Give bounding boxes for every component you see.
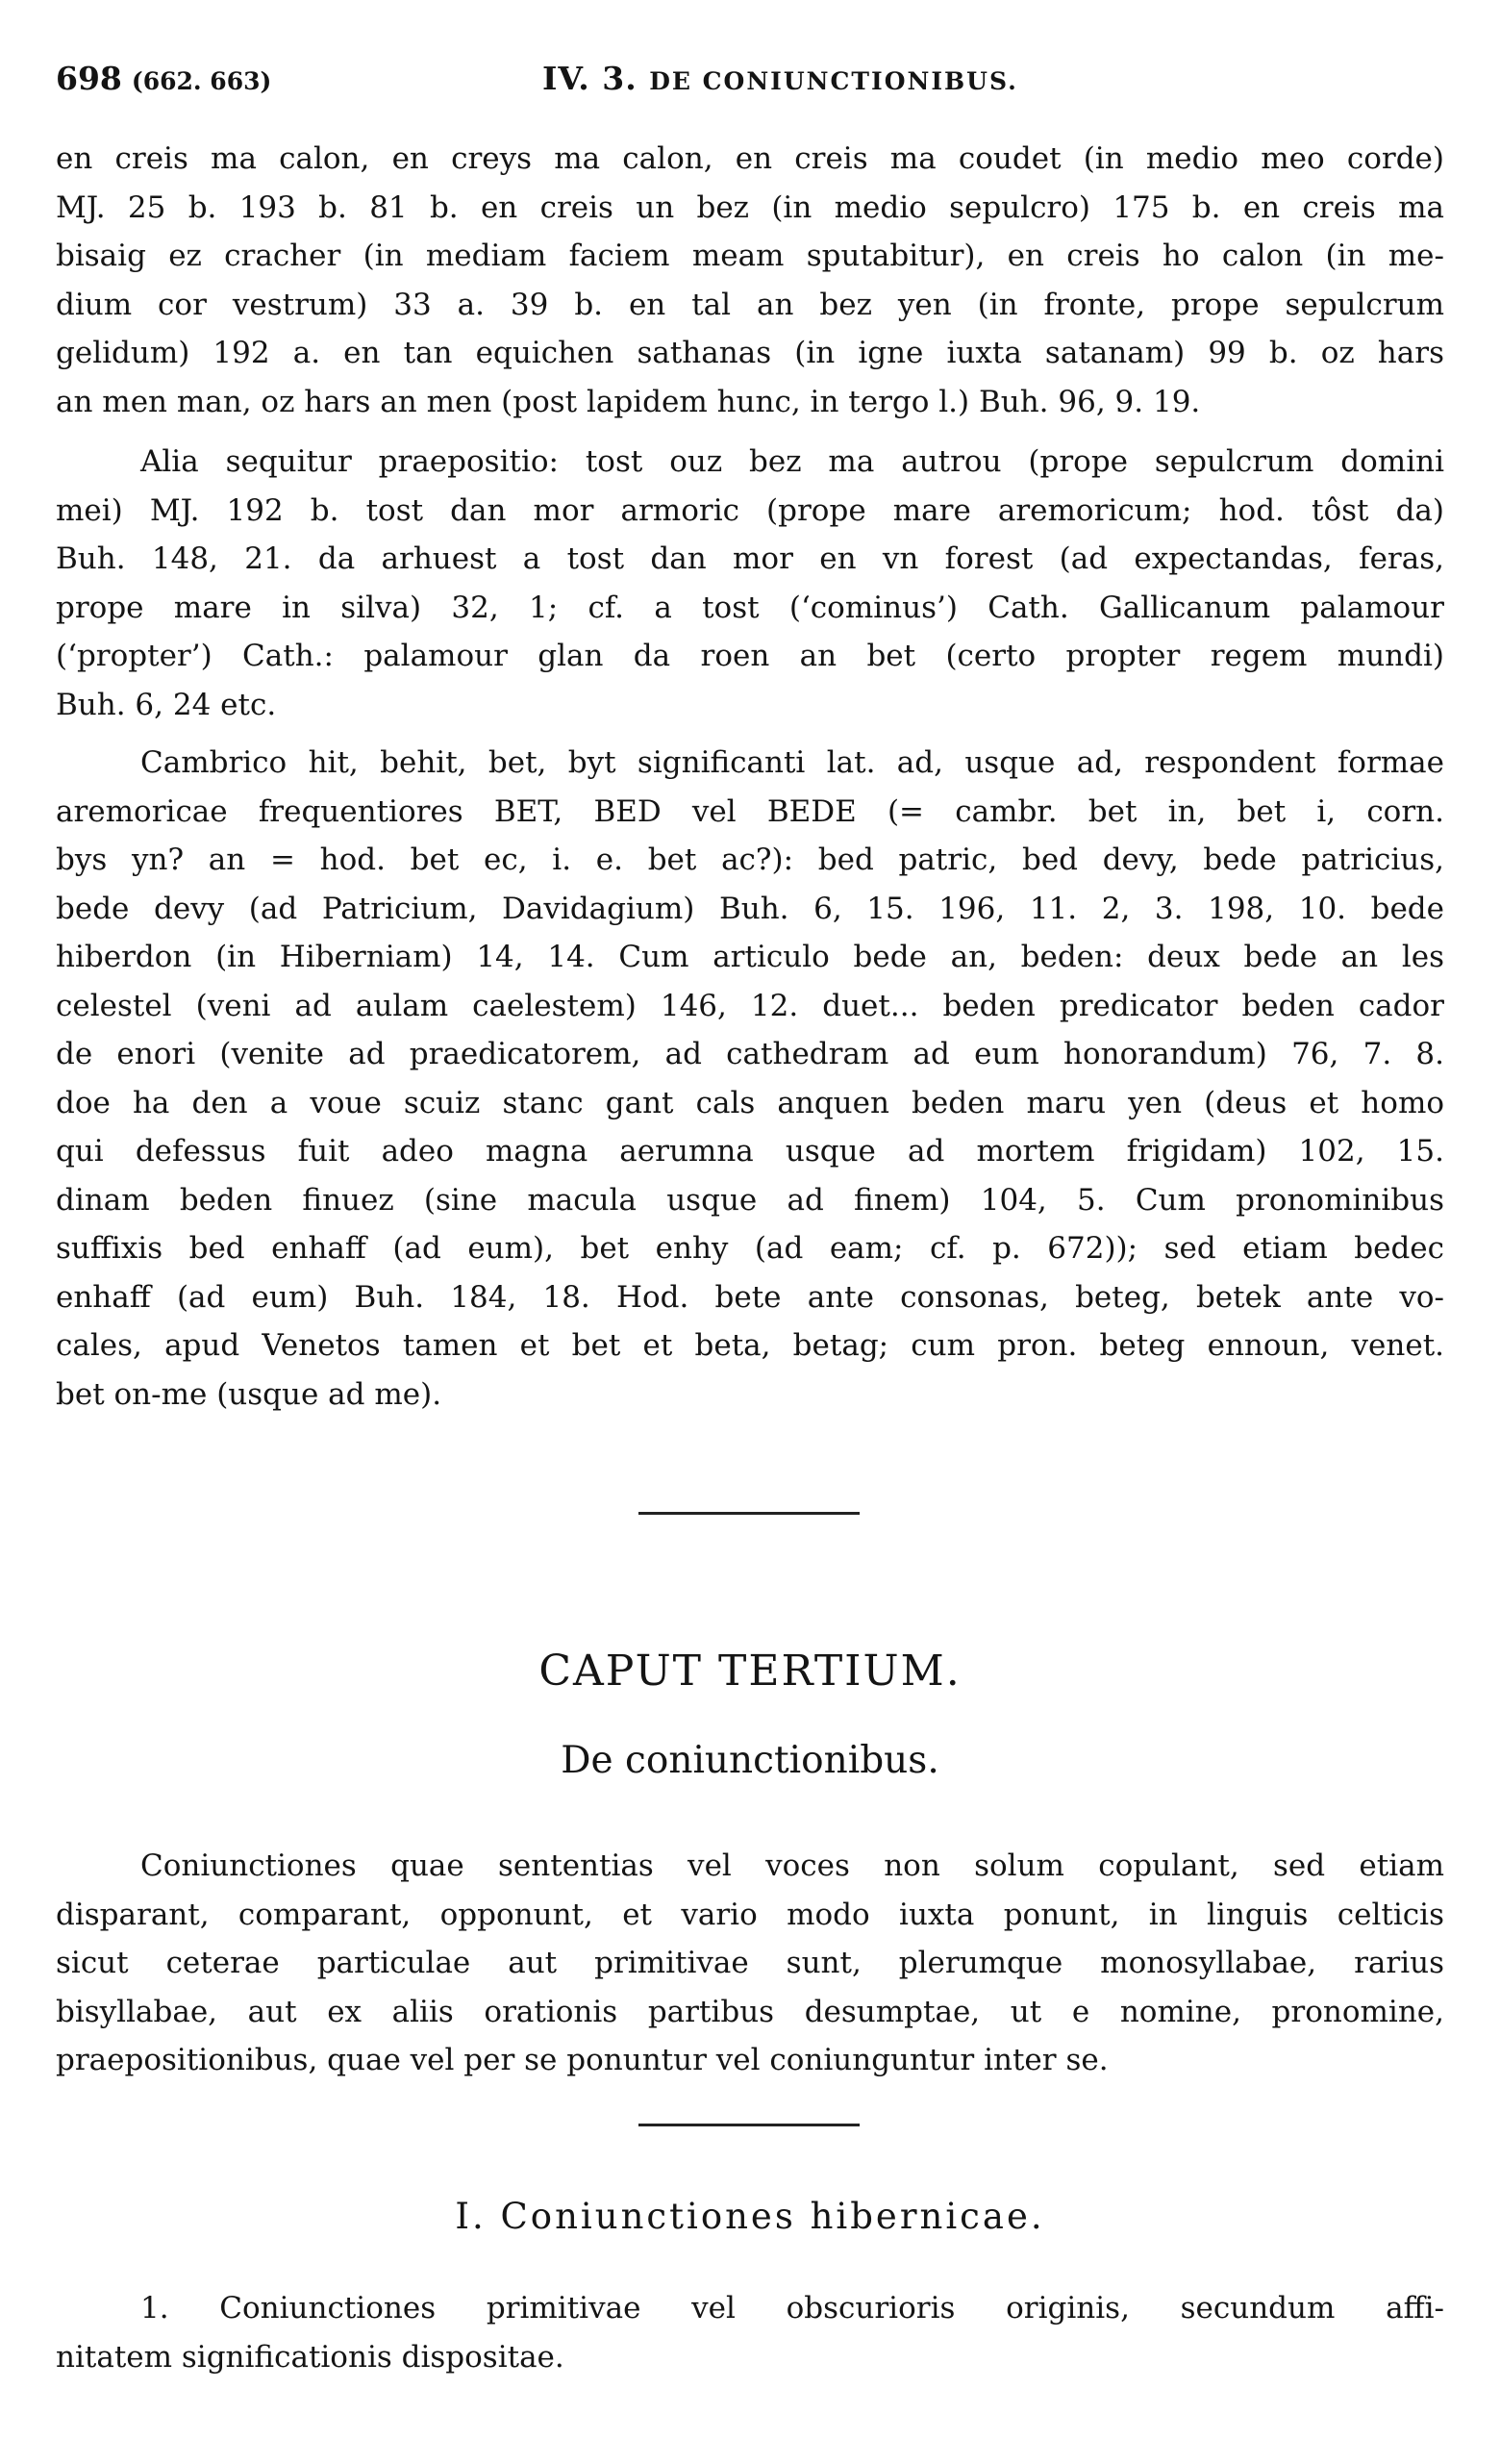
- text-line: qui defessus fuit adeo magna aerumna usque ad mortem frigidam) 102, 15.: [56, 1134, 1444, 1169]
- section-divider: [638, 2124, 860, 2126]
- text-line: de enori (venite ad praedicatorem, ad cathedram ad eum honorandum) 76, 7. 8.: [56, 1037, 1444, 1071]
- text-line: bisaig ez cracher (in mediam faciem meam sputabitur), en creis ho calon (in me-: [56, 239, 1444, 273]
- text-line: an men man, oz hars an men (post lapidem hunc, in tergo l.) Buh. 96, 9. 19.: [56, 384, 1201, 419]
- chapter-title: CAPUT TERTIUM.: [538, 1647, 962, 1696]
- running-title: [542, 60, 1018, 97]
- text-line: Coniunctiones quae sententias vel voces non solum copulant, sed etiam: [140, 1848, 1444, 1883]
- text-line: Buh. 148, 21. da arhuest a tost dan mor en vn forest (ad expectandas, feras,: [56, 541, 1444, 576]
- text-line: prope mare in silva) 32, 1; cf. a tost (‘cominus’) Cath. Gallicanum palamour: [56, 590, 1444, 625]
- paragraph-bet: [56, 739, 1444, 1419]
- text-line: dium cor vestrum) 33 a. 39 b. en tal an bez yen (in fronte, prope sepulcrum: [56, 287, 1444, 322]
- text-line: doe ha den a voue scuiz stanc gant cals anquen beden maru yen (deus et homo: [56, 1085, 1444, 1120]
- text-line: 1. Coniunctiones primitivae vel obscurioris originis, secundum affi-: [140, 2291, 1444, 2326]
- text-line: Alia sequitur praepositio: tost ouz bez ma autrou (prope sepulcrum domini: [140, 444, 1444, 479]
- text-line: bede devy (ad Patricium, Davidagium) Buh. 6, 15. 196, 11. 2, 3. 198, 10. bede: [56, 891, 1444, 926]
- text-line: Cambrico hit, behit, bet, byt significanti lat. ad, usque ad, respondent formae: [140, 745, 1444, 780]
- running-title-caps: DE CONIUNCTIONIBUS.: [649, 67, 1018, 95]
- text-line: sicut ceterae particulae aut primitivae sunt, plerumque monosyllabae, rarius: [56, 1946, 1444, 1980]
- text-line: bys yn? an = hod. bet ec, i. e. bet ac?): bed patric, bed devy, bede patricius,: [56, 842, 1444, 877]
- text-line: bet on-me (usque ad me).: [56, 1376, 442, 1412]
- text-line: suffixis bed enhaff (ad eum), bet enhy (ad eam; cf. p. 672)); sed etiam bedec: [56, 1231, 1444, 1266]
- running-title-prefix: IV. 3.: [542, 60, 638, 97]
- subsection-heading: [56, 2284, 1444, 2381]
- section-divider: [638, 1512, 860, 1515]
- section-title: I. Coniunctiones hibernicae.: [455, 2196, 1045, 2237]
- text-line: gelidum) 192 a. en tan equichen sathanas (in igne iuxta satanam) 99 b. oz hars: [56, 336, 1444, 370]
- text-line: praepositionibus, quae vel per se ponuntur vel coniunguntur inter se.: [56, 2043, 1109, 2077]
- text-line: cales, apud Venetos tamen et bet et beta, betag; cum pron. beteg ennoun, venet.: [56, 1328, 1444, 1363]
- text-line: enhaff (ad eum) Buh. 184, 18. Hod. bete ante consonas, beteg, betek ante vo-: [56, 1279, 1444, 1315]
- text-line: aremoricae frequentiores BET, BED vel BEDE (= cambr. bet in, bet i, corn.: [56, 793, 1444, 829]
- text-line: hiberdon (in Hiberniam) 14, 14. Cum articulo bede an, beden: deux bede an les: [56, 940, 1444, 974]
- page-number: [56, 60, 271, 97]
- text-line: mei) MJ. 192 b. tost dan mor armoric (prope mare aremoricum; hod. tôst da): [56, 492, 1444, 528]
- running-header: [56, 60, 1444, 102]
- page-reference: (662. 663): [131, 67, 272, 95]
- page-number-value: 698: [56, 60, 122, 97]
- text-line: nitatem significationis dispositae.: [56, 2339, 564, 2375]
- text-line: celestel (veni ad aulam caelestem) 146, 12. duet... beden predicator beden cador: [56, 988, 1444, 1023]
- text-line: MJ. 25 b. 193 b. 81 b. en creis un bez (in medio sepulcro) 175 b. en creis ma: [56, 189, 1444, 225]
- paragraph-tost: [56, 438, 1444, 729]
- paragraph-continued: [56, 135, 1444, 426]
- text-line: dinam beden finuez (sine macula usque ad finem) 104, 5. Cum pronominibus: [56, 1182, 1444, 1218]
- text-line: bisyllabae, aut ex aliis orationis partibus desumptae, ut e nomine, pronomine,: [56, 1994, 1444, 2029]
- text-line: disparant, comparant, opponunt, et vario modo iuxta ponunt, in linguis celticis: [56, 1897, 1444, 1932]
- paragraph-intro: [56, 1842, 1444, 2085]
- text-line: (‘propter’) Cath.: palamour glan da roen an bet (certo propter regem mundi): [56, 639, 1444, 673]
- text-line: en creis ma calon, en creys ma calon, en creis ma coudet (in medio meo corde): [56, 141, 1444, 176]
- text-line: Buh. 6, 24 etc.: [56, 687, 277, 722]
- chapter-subtitle: De coniunctionibus.: [561, 1739, 939, 1782]
